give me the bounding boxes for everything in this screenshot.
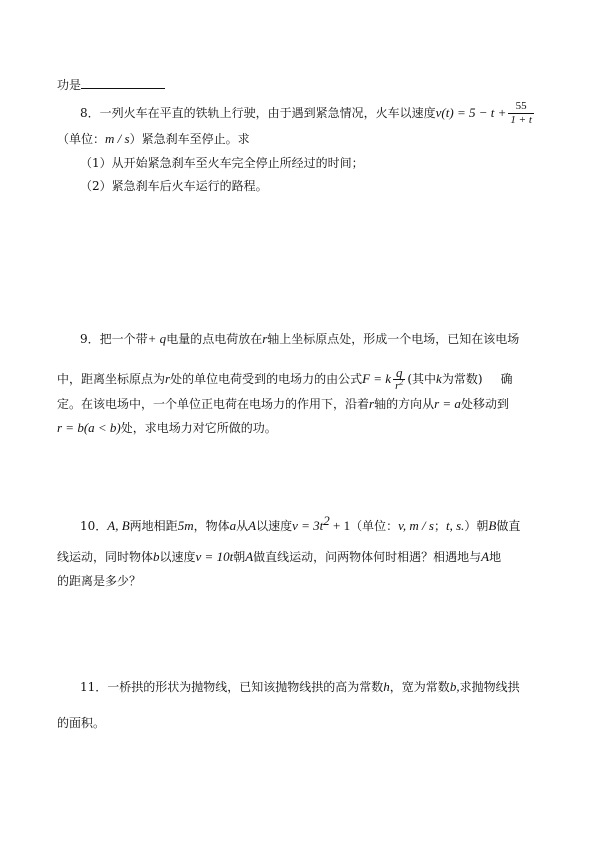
- q9-fraction: [393, 366, 405, 393]
- q9-charge: + q: [147, 331, 167, 346]
- q10-point-a-2: A: [245, 549, 254, 564]
- q8-line-1: [80, 100, 536, 127]
- q9-text-2d: 为常数): [441, 372, 483, 386]
- q9-text-3c: 处移动到: [460, 397, 509, 411]
- q9-r-distance: r: [165, 371, 171, 386]
- q9-text-3b: 轴的方向从: [374, 397, 435, 411]
- q11-width-b: b,: [449, 679, 460, 694]
- q10-text-2d: 做直线运动，问两物体何时相遇？相遇地与: [253, 550, 482, 564]
- q10-velocity-a: v = 3t: [292, 518, 324, 533]
- q9-fraction-denominator: [393, 379, 405, 393]
- q8-subquestion-1: （1）从开始紧急刹车至火车完全停止所经过的时间；: [80, 156, 364, 170]
- q9-line-1: [80, 331, 519, 347]
- q9-text-2c: (其中: [407, 372, 437, 386]
- q9-text-1c: 轴上坐标原点处，形成一个电场，已知在该电场: [267, 332, 520, 346]
- q10-number: 10．: [80, 519, 108, 533]
- continuation-text: 功是: [57, 78, 82, 92]
- q10-text-1a: 两地相距: [129, 519, 178, 533]
- q8-line-2: [57, 131, 250, 147]
- continuation-line: [57, 76, 165, 93]
- q8-fraction-denominator: 1 + t: [510, 114, 532, 126]
- q11-line-1: [80, 679, 520, 695]
- q8-text-1: 一列火车在平直的铁轨上行驶，由于遇到紧急情况，火车以速度: [99, 106, 436, 120]
- q10-text-1f: ）朝: [464, 519, 489, 533]
- q9-force-formula: F = k: [362, 371, 392, 386]
- q11-text-1a: 一桥拱的形状为抛物线，已知该抛物线拱的高为常数: [107, 680, 384, 694]
- q9-text-2b: 处的单位电荷受到的电场力的由公式: [170, 372, 363, 386]
- q10-time-unit: t, s.: [445, 518, 465, 533]
- q10-text-2b: 以速度: [159, 550, 196, 564]
- q10-text-1d: 以速度: [256, 519, 293, 533]
- q10-velocity-b: v = 10t: [195, 549, 234, 564]
- q10-semicolon: ；: [433, 519, 446, 533]
- q8-velocity-formula: v(t) = 5 − t +: [435, 105, 507, 120]
- q10-point-b: B: [488, 518, 497, 533]
- q10-line-2: [57, 549, 501, 565]
- q10-velocity-exponent: 2: [323, 513, 330, 528]
- q10-text-1g: 做直: [496, 519, 521, 533]
- q10-point-a: A: [248, 518, 257, 533]
- q10-text-1c: 从: [236, 519, 249, 533]
- q9-line-4: [57, 420, 277, 436]
- q10-text-1b: ，物体: [193, 519, 230, 533]
- q9-r-axis: r: [262, 331, 268, 346]
- q8-text-2b: ）紧急刹车至停止。求: [129, 132, 250, 146]
- q10-ab: A, B: [107, 518, 130, 533]
- q9-r-eq-b: r = b(a < b): [57, 420, 121, 435]
- answer-blank: [81, 76, 165, 89]
- q9-r-axis-2: r: [369, 396, 375, 411]
- q10-text-1e: （单位：: [350, 519, 399, 533]
- q9-text-1a: 把一个带: [99, 332, 148, 346]
- q9-text-3a: 定。在该电场中，一个单位正电荷在电场力的作用下，沿着: [57, 397, 370, 411]
- q11-text-1c: 求抛物线拱: [459, 680, 520, 694]
- q9-number: 9．: [80, 332, 100, 346]
- q10-text-2c: 朝: [233, 550, 246, 564]
- q11-line-2: 的面积。: [57, 716, 106, 730]
- q10-line-3: 的距离是多少？: [57, 574, 142, 588]
- q11-number: 11．: [80, 680, 108, 694]
- q9-fraction-numerator: q: [395, 365, 403, 380]
- q10-text-2e: 地: [489, 550, 502, 564]
- q9-text-2a: 中，距离坐标原点为: [57, 372, 166, 386]
- q10-object-b: b: [153, 549, 160, 564]
- q8-unit: m / s: [105, 131, 130, 146]
- q10-point-a-3: A: [481, 549, 490, 564]
- q10-distance: 5m: [177, 518, 194, 533]
- q10-object-a: a: [229, 518, 237, 533]
- q9-line-2: [57, 366, 513, 393]
- q9-line-3: [57, 396, 509, 412]
- q10-line-1: [80, 513, 521, 534]
- q9-text-1b: 电量的点电荷放在: [166, 332, 263, 346]
- q10-text-2a: 线运动，同时物体: [57, 550, 154, 564]
- q10-units: v, m / s: [398, 518, 434, 533]
- q8-subquestion-2: （2）紧急刹车后火车运行的路程。: [80, 179, 268, 193]
- q11-height-h: h: [383, 679, 390, 694]
- q9-den-exponent: 2: [399, 377, 404, 387]
- q11-text-1b: ，宽为常数: [389, 680, 450, 694]
- q9-text-4a: 处，求电场力对它所做的功。: [120, 421, 277, 435]
- q9-r-eq-a: r = a: [434, 396, 461, 411]
- q8-fraction-numerator: 55: [515, 100, 527, 112]
- q8-fraction: [508, 100, 533, 127]
- q9-k: k: [436, 371, 442, 386]
- q8-number: 8．: [80, 106, 100, 120]
- q9-text-2e: 确: [500, 372, 513, 386]
- q9-den-base: r: [395, 380, 400, 392]
- q8-text-2a: （单位：: [57, 132, 106, 146]
- q10-velocity-tail: + 1: [329, 518, 351, 533]
